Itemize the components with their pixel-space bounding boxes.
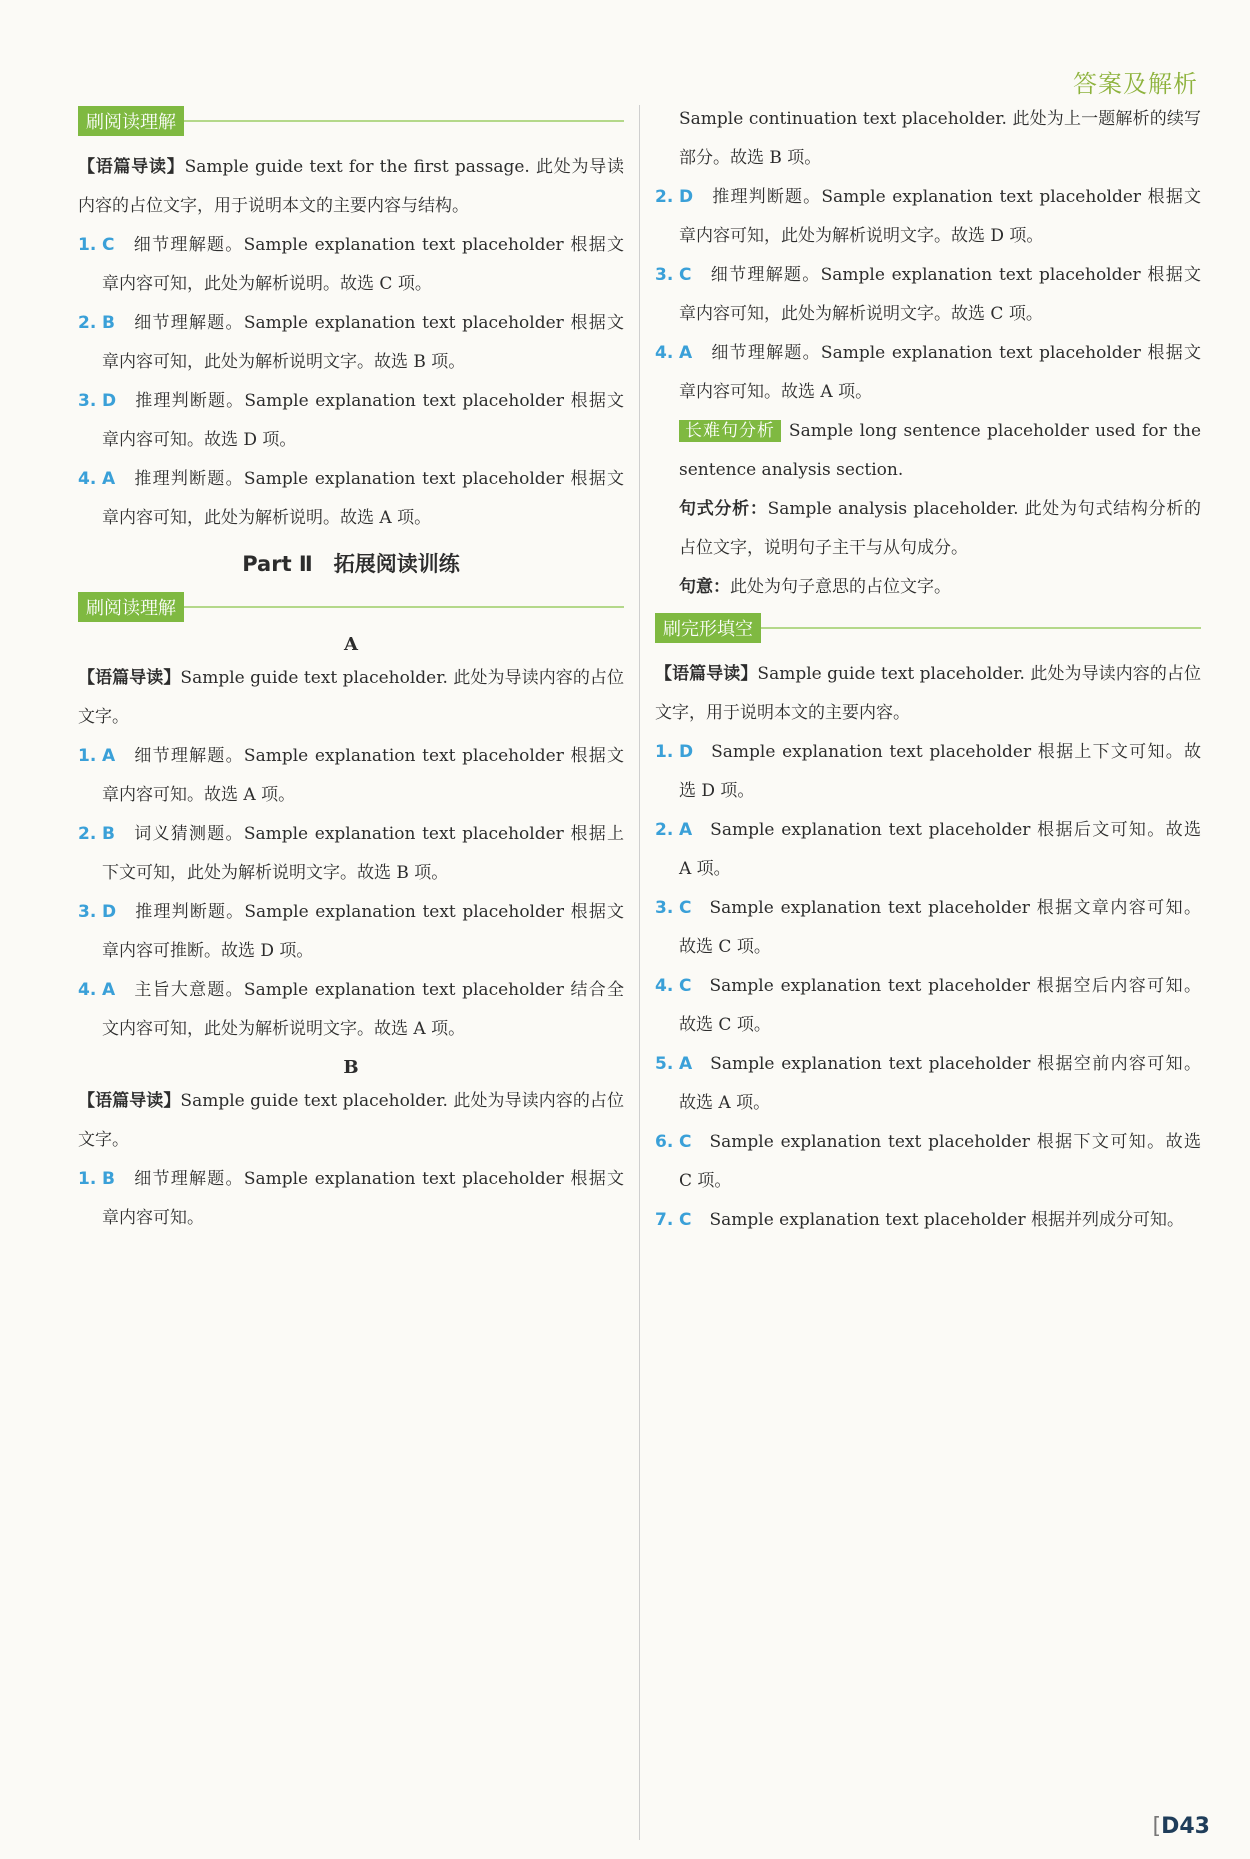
answer-number: 4. [655, 343, 674, 363]
answer-item [78, 304, 624, 382]
answer-letter: A [679, 1054, 693, 1074]
answer-explanation: Sample explanation text placeholder 根据空后内容可知。故选 C 项。 [679, 976, 1201, 1035]
answer-explanation: 细节理解题。Sample explanation text placeholder 根据文章内容可知，此处为解析说明文字。故选 B 项。 [102, 313, 624, 372]
answer-explanation: Sample explanation text placeholder 根据文章内容可知。故选 C 项。 [679, 898, 1201, 957]
answer-number: 3. [78, 391, 97, 411]
section-tag [78, 106, 624, 136]
answer-letter: D [102, 902, 117, 922]
answer-number: 3. [78, 902, 97, 922]
analysis-paragraph [655, 490, 1201, 568]
answer-item [655, 1045, 1201, 1123]
right-column [655, 100, 1201, 1240]
long-sentence-tag: 长难句分析 [679, 420, 781, 442]
answer-number: 2. [655, 820, 674, 840]
left-column [78, 100, 624, 1238]
answer-number: 2. [78, 313, 97, 333]
answer-letter: C [679, 1132, 692, 1152]
answer-number: 1. [78, 746, 97, 766]
answer-number: 2. [78, 824, 97, 844]
answer-item [78, 1160, 624, 1238]
continuation-paragraph: Sample continuation text placeholder. 此处为上一题解析的续写部分。故选 B 项。 [679, 109, 1201, 168]
column-divider [639, 105, 640, 1840]
passage-label: A [344, 634, 358, 655]
meaning-paragraph [655, 568, 1201, 607]
answer-item [78, 815, 624, 893]
answer-letter: B [102, 1169, 115, 1189]
answer-number: 7. [655, 1210, 674, 1230]
guide-paragraph [78, 659, 624, 737]
answer-item [655, 334, 1201, 412]
answer-item [655, 967, 1201, 1045]
answer-number: 1. [78, 235, 97, 255]
guide-label: 【语篇导读】 [78, 157, 185, 177]
answer-number: 3. [655, 898, 674, 918]
guide-label: 【语篇导读】 [78, 1091, 181, 1111]
answer-number: 3. [655, 265, 674, 285]
answer-item [655, 811, 1201, 889]
page-header-title: 答案及解析 [1073, 70, 1198, 98]
answer-letter: D [679, 187, 694, 207]
guide-paragraph [78, 1082, 624, 1160]
answer-explanation: Sample explanation text placeholder 根据上下文可知。故选 D 项。 [679, 742, 1201, 801]
answer-number: 1. [655, 742, 674, 762]
meaning-text: 此处为句子意思的占位文字。 [730, 577, 951, 597]
section-tag-label: 刷阅读理解 [78, 106, 184, 136]
guide-text: Sample guide text placeholder. 此处为导读内容的占位文字，用于说明本文的主要内容。 [655, 664, 1202, 723]
answer-item [655, 1201, 1201, 1240]
long-sentence-text: Sample long sentence placeholder used for the sentence analysis section. [679, 421, 1202, 480]
answer-letter: C [679, 976, 692, 996]
answer-number: 4. [655, 976, 674, 996]
answer-letter: A [102, 469, 116, 489]
section-tag-rule [184, 606, 624, 608]
answer-letter: C [679, 265, 692, 285]
section-tag-rule [761, 627, 1201, 629]
answer-letter: C [102, 235, 115, 255]
answer-explanation: Sample explanation text placeholder 根据后文可知。故选 A 项。 [679, 820, 1201, 879]
answer-item [655, 1123, 1201, 1201]
answer-explanation: 细节理解题。Sample explanation text placeholder 根据文章内容可知。 [102, 1169, 624, 1228]
answer-item [78, 737, 624, 815]
answer-letter: B [102, 824, 115, 844]
answer-explanation: 细节理解题。Sample explanation text placeholder 根据文章内容可知，此处为解析说明。故选 C 项。 [102, 235, 624, 294]
guide-text: Sample guide text placeholder. 此处为导读内容的占位文字。 [78, 668, 625, 727]
answer-letter: B [102, 313, 115, 333]
answer-explanation: 推理判断题。Sample explanation text placeholder 根据文章内容可知。故选 D 项。 [102, 391, 624, 450]
answer-explanation: 推理判断题。Sample explanation text placeholder 根据文章内容可推断。故选 D 项。 [102, 902, 624, 961]
answer-letter: A [102, 746, 116, 766]
answer-letter: D [679, 742, 694, 762]
answer-explanation: Sample explanation text placeholder 根据下文可知。故选 C 项。 [679, 1132, 1201, 1191]
guide-text: Sample guide text for the first passage. 此处为导读内容的占位文字，用于说明本文的主要内容与结构。 [78, 157, 625, 216]
answer-letter: D [102, 391, 117, 411]
answer-number: 5. [655, 1054, 674, 1074]
page-number-text: D43 [1161, 1814, 1210, 1839]
answer-explanation: Sample explanation text placeholder 根据空前内容可知。故选 A 项。 [679, 1054, 1201, 1113]
passage-label: B [343, 1057, 359, 1078]
answer-item [78, 971, 624, 1049]
answer-number: 6. [655, 1132, 674, 1152]
guide-paragraph [655, 655, 1201, 733]
answer-explanation: 细节理解题。Sample explanation text placeholder 根据文章内容可知。故选 A 项。 [679, 343, 1201, 402]
analysis-label: 句式分析： [679, 499, 768, 519]
guide-text: Sample guide text placeholder. 此处为导读内容的占位文字。 [78, 1091, 625, 1150]
answer-number: 1. [78, 1169, 97, 1189]
answer-item [78, 382, 624, 460]
guide-label: 【语篇导读】 [78, 668, 181, 688]
section-tag-label: 刷阅读理解 [78, 592, 184, 622]
guide-paragraph [78, 148, 624, 226]
meaning-label: 句意： [679, 577, 730, 597]
section-tag-rule [184, 120, 624, 122]
part-title: Part Ⅱ 拓展阅读训练 [242, 552, 460, 576]
answer-explanation: 细节理解题。Sample explanation text placeholder 根据文章内容可知，此处为解析说明文字。故选 C 项。 [679, 265, 1201, 324]
answer-letter: C [679, 1210, 692, 1230]
answer-letter: A [679, 820, 693, 840]
answer-item [655, 733, 1201, 811]
answer-explanation: Sample explanation text placeholder 根据并列成分可知。 [709, 1210, 1185, 1230]
section-tag-label: 刷完形填空 [655, 613, 761, 643]
answer-explanation: 主旨大意题。Sample explanation text placeholder 结合全文内容可知，此处为解析说明文字。故选 A 项。 [102, 980, 624, 1039]
answer-number: 2. [655, 187, 674, 207]
long-sentence-paragraph [655, 412, 1201, 490]
answer-item [78, 460, 624, 538]
answer-item [78, 893, 624, 971]
page-number: [D43 [1152, 1814, 1210, 1839]
answer-number: 4. [78, 469, 97, 489]
answer-number: 4. [78, 980, 97, 1000]
answer-letter: A [102, 980, 116, 1000]
answer-explanation: 细节理解题。Sample explanation text placeholder 根据文章内容可知。故选 A 项。 [102, 746, 624, 805]
section-tag [78, 592, 624, 622]
guide-label: 【语篇导读】 [655, 664, 758, 684]
answer-letter: A [679, 343, 693, 363]
answer-item [78, 226, 624, 304]
answer-explanation: 推理判断题。Sample explanation text placeholder 根据文章内容可知，此处为解析说明。故选 A 项。 [102, 469, 624, 528]
answer-item [655, 256, 1201, 334]
answer-letter: C [679, 898, 692, 918]
answer-explanation: 词义猜测题。Sample explanation text placeholder 根据上下文可知，此处为解析说明文字。故选 B 项。 [102, 824, 624, 883]
answer-explanation: 推理判断题。Sample explanation text placeholder 根据文章内容可知，此处为解析说明文字。故选 D 项。 [679, 187, 1201, 246]
analysis-text: Sample analysis placeholder. 此处为句式结构分析的占位文字，说明句子主干与从句成分。 [679, 499, 1201, 558]
answer-item [655, 889, 1201, 967]
section-tag [655, 613, 1201, 643]
answer-item [655, 178, 1201, 256]
